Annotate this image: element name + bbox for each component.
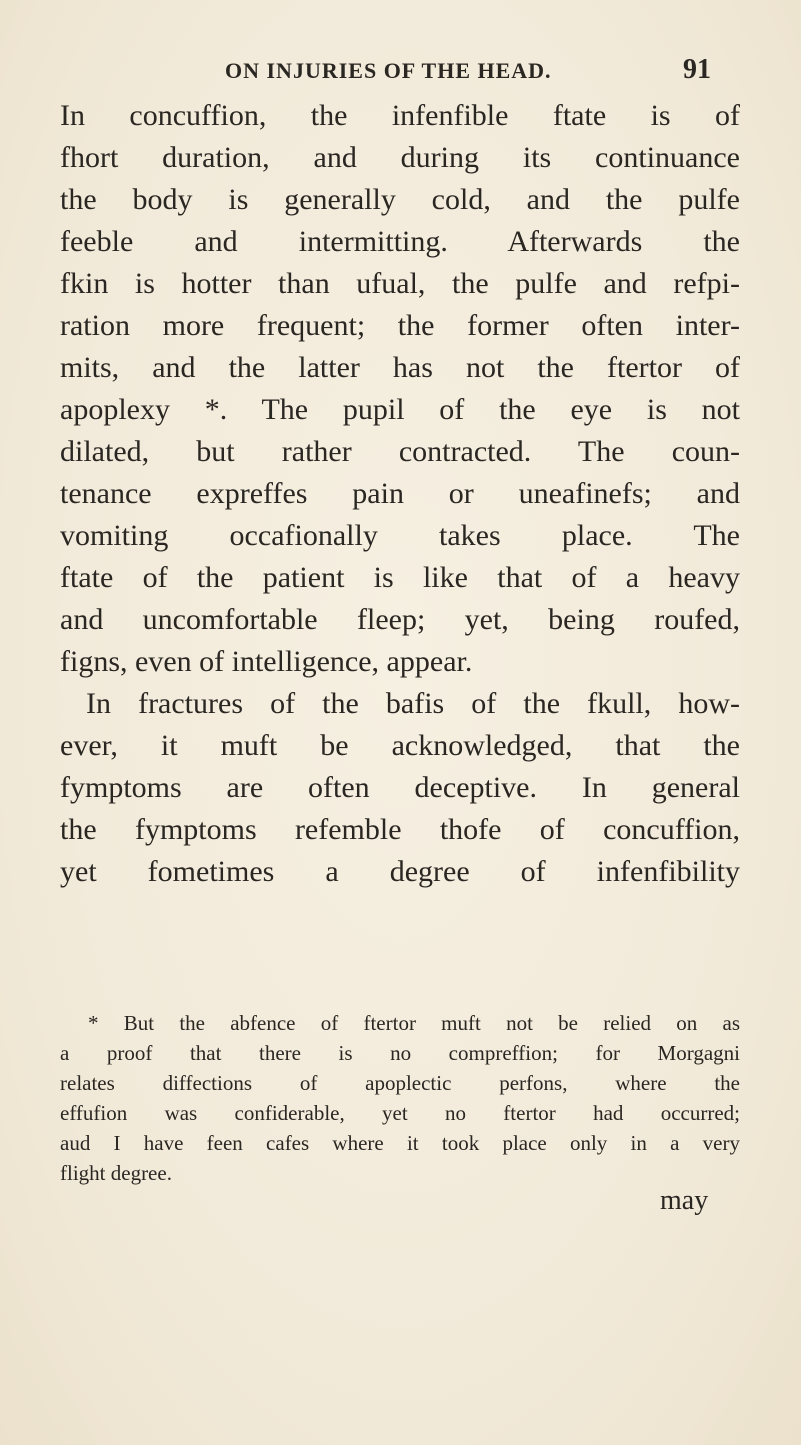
body-line: the fymptoms refemble thofe of concuffion, [60,813,740,846]
body-line: the body is generally cold, and the pulfe [60,183,740,216]
footnote-line: relates diffections of apoplectic perfons, where the [60,1071,740,1095]
body-line: yet fometimes a degree of infenfibility [60,855,740,888]
body-line: feeble and intermitting. Afterwards the [60,225,740,258]
footnote-line: effufion was confiderable, yet no ftertor had occurred; [60,1101,740,1125]
footnote-line: flight degree. [60,1161,172,1185]
body-line: In concuffion, the infenfible ftate is of [60,99,740,132]
body-line: ration more frequent; the former often inter- [60,309,740,342]
body-text [60,95,740,893]
body-line: fhort duration, and during its continuance [60,141,740,174]
running-head [0,52,801,92]
footnote-line: a proof that there is no compreffion; for Morgagni [60,1041,740,1065]
body-line: apoplexy *. The pupil of the eye is not [60,393,740,426]
body-line: In fractures of the bafis of the fkull, how- [86,687,740,720]
footnote-line: aud I have feen cafes where it took place only in a very [60,1131,740,1155]
body-line: figns, even of intelligence, appear. [60,645,473,678]
body-line: fkin is hotter than ufual, the pulfe and refpi- [60,267,740,300]
body-line: vomiting occafionally takes place. The [60,519,740,552]
footnote [60,1008,740,1188]
body-line: ever, it muft be acknowledged, that the [60,729,740,762]
page-number: 91 [683,54,711,85]
footnote-line: * But the abfence of ftertor muft not be relied on as [88,1011,740,1035]
body-line: fymptoms are often deceptive. In general [60,771,740,804]
body-line: tenance expreffes pain or uneafinefs; and [60,477,740,510]
body-line: and uncomfortable fleep; yet, being roufed, [60,603,740,636]
catchword: may [660,1185,709,1216]
body-line: mits, and the latter has not the ftertor of [60,351,740,384]
body-line: ftate of the patient is like that of a heavy [60,561,740,594]
running-title: ON INJURIES OF THE HEAD. [225,58,552,83]
body-line: dilated, but rather contracted. The coun- [60,435,740,468]
